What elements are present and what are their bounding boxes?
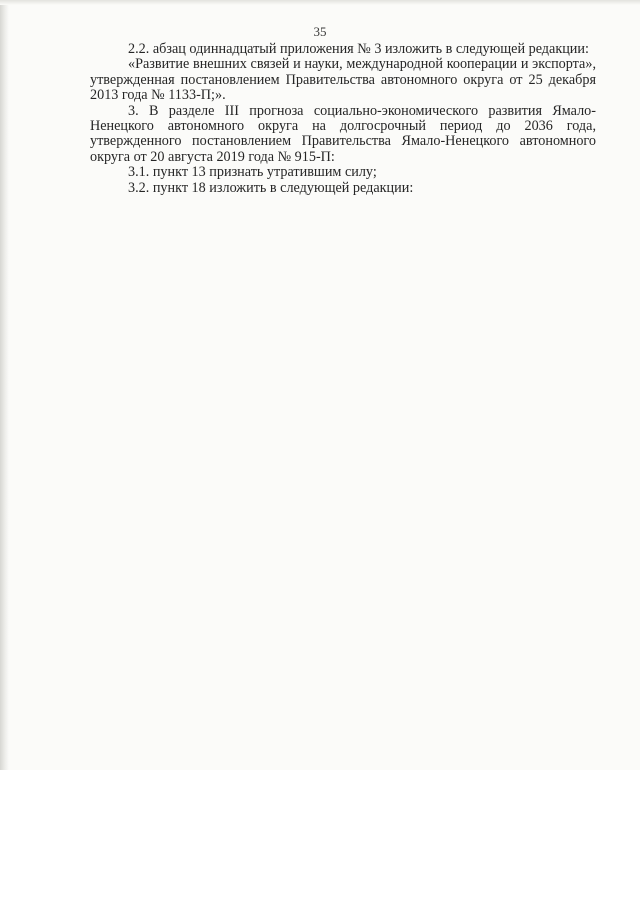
scan-shadow-top xyxy=(0,0,640,5)
document-body xyxy=(90,42,596,196)
scan-shadow-left xyxy=(0,0,9,770)
paragraph-2-2: 2.2. абзац одиннадцатый приложения № 3 изложить в следующей редакции: xyxy=(128,41,589,57)
page-number: 35 xyxy=(313,24,327,39)
blank-margin-bottom xyxy=(0,770,640,905)
paragraph-3: 3. В разделе III прогноза социально-экономического развития Ямало-Ненецкого автономного округа на долгосрочный период до 2036 года, утвержденного постановлением Правительства Ямало-Ненецкого автономного округа от 20 августа 2019 года № 915-П: xyxy=(90,102,596,165)
paragraph-3-1: 3.1. пункт 13 признать утратившим силу; xyxy=(128,164,377,181)
paragraph-quote: «Развитие внешних связей и науки, международной кооперации и экспорта», утвержденная постановлением Правительства автономного округа от 25 декабря 2013 года № 1133-П;». xyxy=(90,56,596,104)
paragraph-3-2: 3.2. пункт 18 изложить в следующей редакции: xyxy=(128,179,414,196)
